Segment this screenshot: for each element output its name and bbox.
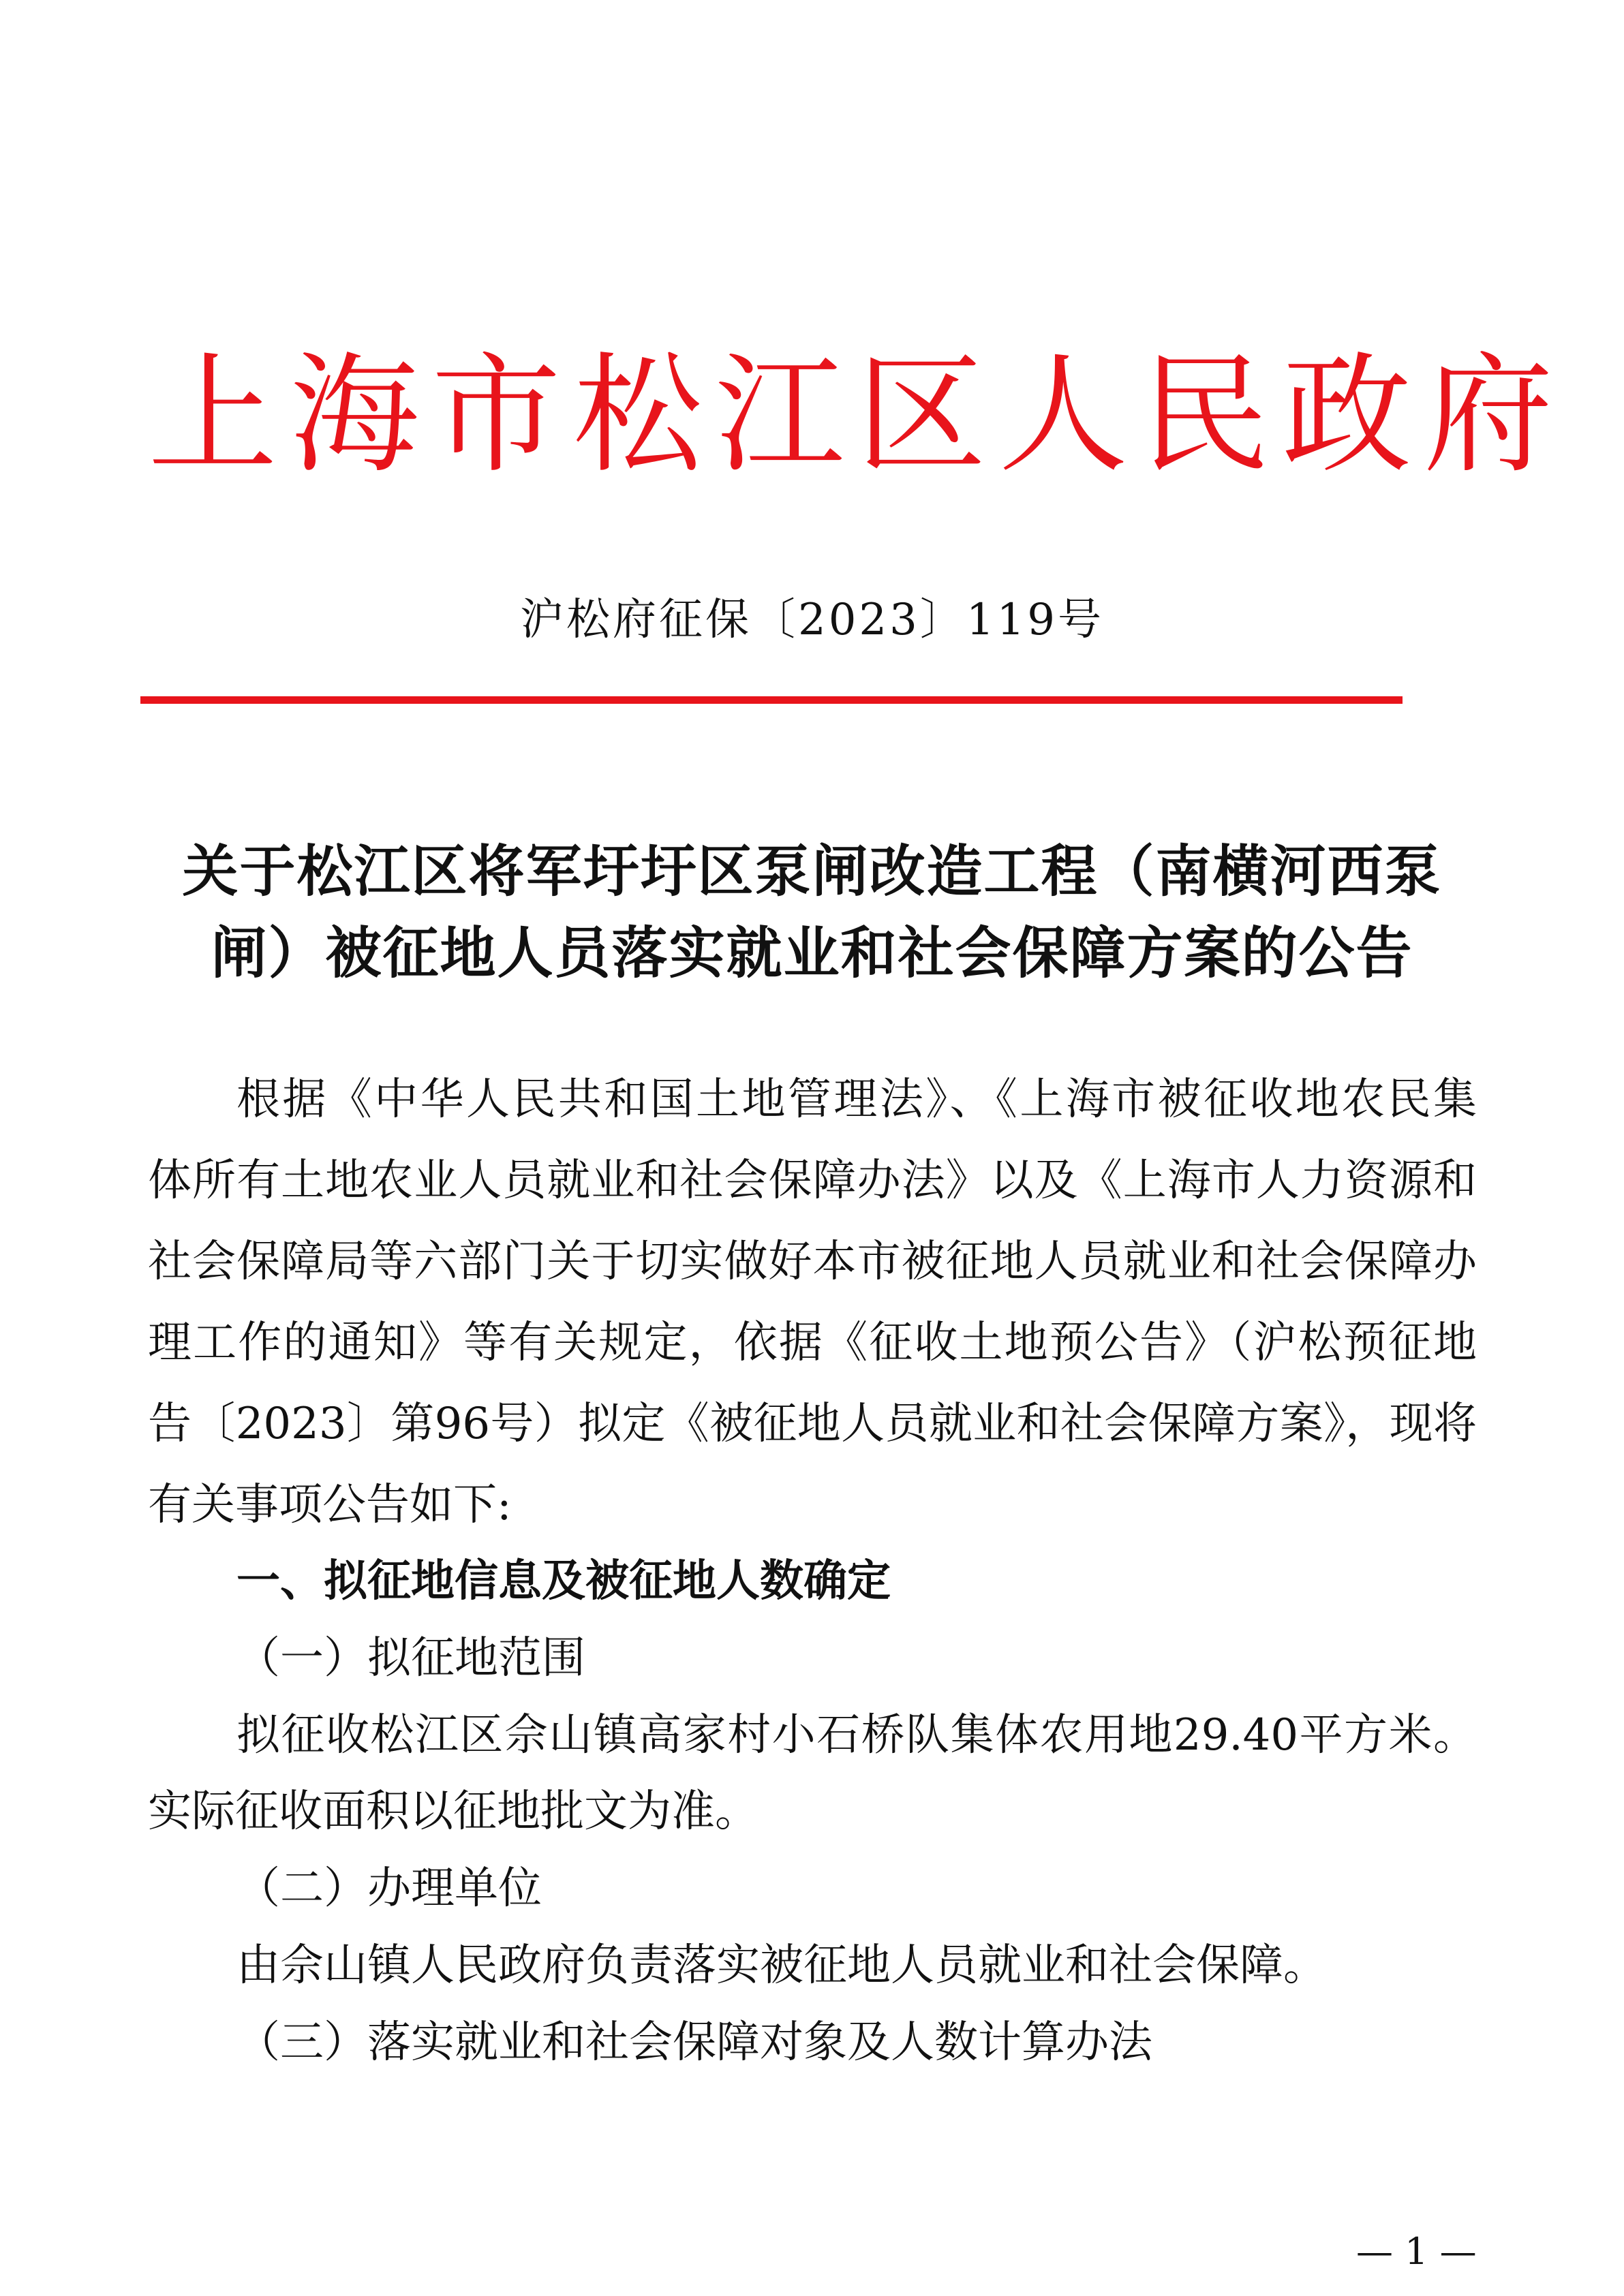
document-title <box>136 831 1488 995</box>
page-number: — 1 — <box>1356 2230 1477 2273</box>
subsection-heading-2: （二）办理单位 <box>236 1863 542 1914</box>
paragraph-line: 根据《中华人民共和国土地管理法》、《上海市被征收地农民集 <box>236 1074 1477 1125</box>
paragraph-line: 由佘山镇人民政府负责落实被征地人员就业和社会保障。 <box>236 1940 1327 1991</box>
paragraph-line: 有关事项公告如下: <box>148 1480 512 1530</box>
section-heading-1: 一、拟征地信息及被征地人数确定 <box>236 1556 891 1607</box>
paragraph-line: 社会保障局等六部门关于切实做好本市被征地人员就业和社会保障办 <box>148 1237 1477 1287</box>
paragraph-line: 实际征收面积以征地批文为准。 <box>148 1786 759 1837</box>
paragraph-line: 体所有土地农业人员就业和社会保障办法》以及《上海市人力资源和 <box>148 1155 1477 1206</box>
subsection-heading-3: （三）落实就业和社会保障对象及人数计算办法 <box>236 2017 1152 2068</box>
issuing-authority-title: 上海市松江区人民政府 <box>148 340 1566 491</box>
paragraph-line: 拟征收松江区佘山镇高家村小石桥队集体农用地29.40平方米。 <box>236 1710 1477 1760</box>
subsection-heading-1: （一）拟征地范围 <box>236 1633 585 1684</box>
document-number: 沪松府征保〔2023〕119号 <box>519 595 1105 645</box>
document-title-line-2: 闸）被征地人员落实就业和社会保障方案的公告 <box>211 921 1413 986</box>
document-title-line-1: 关于松江区将军圩圩区泵闸改造工程（南横河西泵 <box>182 839 1442 904</box>
red-separator-rule <box>140 696 1403 704</box>
paragraph-line: 告〔2023〕第96号）拟定《被征地人员就业和社会保障方案》，现将 <box>148 1399 1477 1449</box>
paragraph-line: 理工作的通知》等有关规定，依据《征收土地预公告》（沪松预征地 <box>148 1318 1477 1368</box>
